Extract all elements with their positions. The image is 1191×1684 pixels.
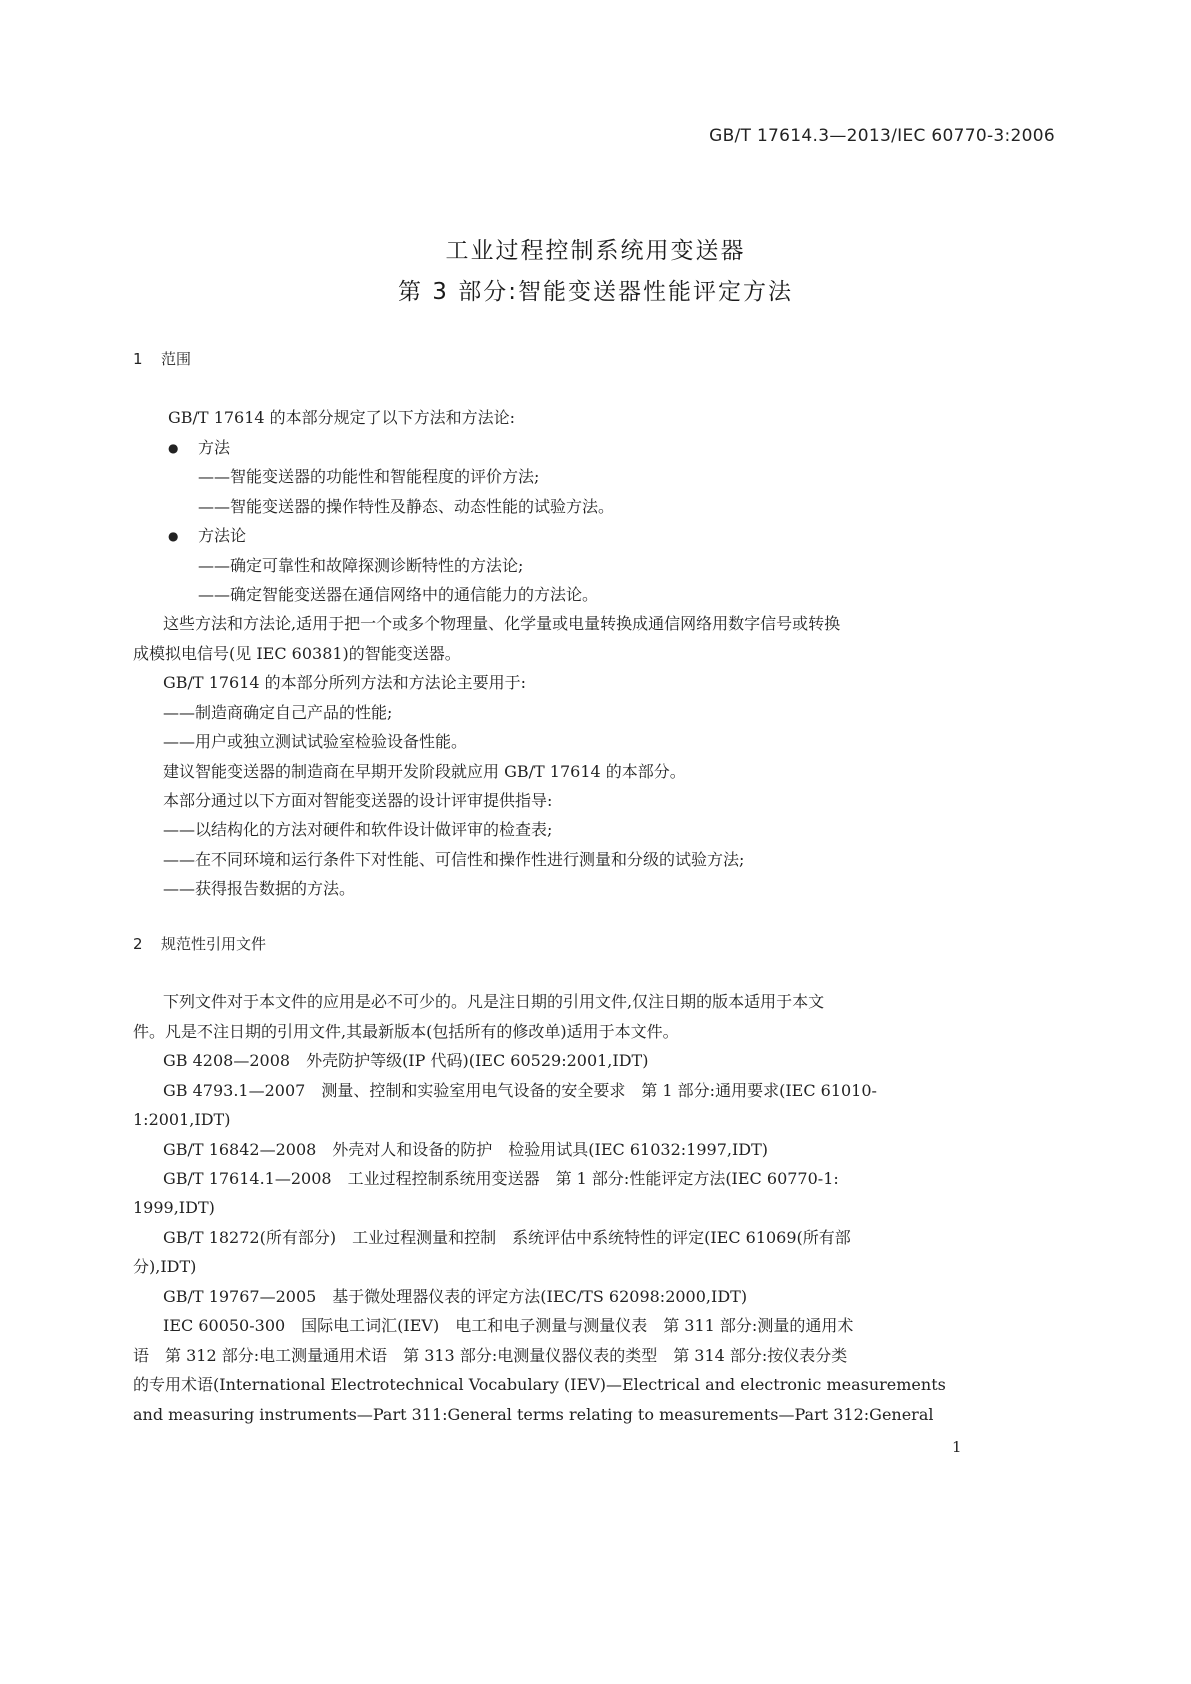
reference-entry: GB 4208—2008 外壳防护等级(IP 代码)(IEC 60529:2001,IDT) xyxy=(163,1051,649,1070)
reference-entry: IEC 60050-300 国际电工词汇(IEV) 电工和电子测量与测量仪表 第 311 部分:测量的通用术 xyxy=(163,1316,854,1335)
list-item: ——制造商确定自己产品的性能; xyxy=(163,703,393,722)
reference-entry: 分),IDT) xyxy=(133,1257,197,1276)
list-item: 方法论 xyxy=(198,526,247,545)
reference-entry: 语 第 312 部分:电工测量通用术语 第 313 部分:电测量仪器仪表的类型 第 314 部分:按仪表分类 xyxy=(133,1346,848,1365)
section-title: 范围 xyxy=(161,350,192,368)
list-item: ——智能变送器的功能性和智能程度的评价方法; xyxy=(198,467,540,486)
list-item: ——以结构化的方法对硬件和软件设计做评审的检查表; xyxy=(163,820,553,839)
section-number: 1 xyxy=(133,350,143,368)
bullet-icon: ● xyxy=(168,441,179,455)
list-item: ——确定可靠性和故障探测诊断特性的方法论; xyxy=(198,556,524,575)
list-item: ——用户或独立测试试验室检验设备性能。 xyxy=(163,732,468,751)
reference-entry: 的专用术语(International Electrotechnical Vocabulary (IEV)—Electrical and electronic measurements xyxy=(133,1375,946,1394)
page-number: 1 xyxy=(952,1438,962,1456)
section-title: 规范性引用文件 xyxy=(161,935,267,953)
paragraph-line: 成模拟电信号(见 IEC 60381)的智能变送器。 xyxy=(133,644,461,663)
document-title-line2: 第 3 部分:智能变送器性能评定方法 xyxy=(397,279,793,305)
reference-entry: GB/T 16842—2008 外壳对人和设备的防护 检验用试具(IEC 61032:1997,IDT) xyxy=(163,1140,769,1159)
paragraph-line: 件。凡是不注日期的引用文件,其最新版本(包括所有的修改单)适用于本文件。 xyxy=(133,1022,679,1041)
paragraph-line: 下列文件对于本文件的应用是必不可少的。凡是注日期的引用文件,仅注日期的版本适用于本文 xyxy=(163,992,825,1011)
paragraph-line: 本部分通过以下方面对智能变送器的设计评审提供指导: xyxy=(163,791,553,810)
paragraph-line: 建议智能变送器的制造商在早期开发阶段就应用 GB/T 17614 的本部分。 xyxy=(163,762,686,781)
section-number: 2 xyxy=(133,935,143,953)
document-title-line1: 工业过程控制系统用变送器 xyxy=(445,238,746,264)
list-item: ——在不同环境和运行条件下对性能、可信性和操作性进行测量和分级的试验方法; xyxy=(163,850,745,869)
standard-number: GB/T 17614.3—2013/IEC 60770-3:2006 xyxy=(709,126,1055,146)
reference-entry: 1:2001,IDT) xyxy=(133,1110,231,1129)
section-heading xyxy=(133,933,266,954)
section-heading xyxy=(133,348,191,369)
list-item: ——智能变送器的操作特性及静态、动态性能的试验方法。 xyxy=(198,497,615,516)
reference-entry: GB 4793.1—2007 测量、控制和实验室用电气设备的安全要求 第 1 部分:通用要求(IEC 61010- xyxy=(163,1081,877,1100)
list-item: 方法 xyxy=(198,438,231,457)
paragraph-line: 这些方法和方法论,适用于把一个或多个物理量、化学量或电量转换成通信网络用数字信号或转换 xyxy=(163,614,841,633)
paragraph-line: GB/T 17614 的本部分规定了以下方法和方法论: xyxy=(168,408,516,427)
list-item: ——确定智能变送器在通信网络中的通信能力的方法论。 xyxy=(198,585,599,604)
paragraph-line: GB/T 17614 的本部分所列方法和方法论主要用于: xyxy=(163,673,527,692)
bullet-icon: ● xyxy=(168,529,179,543)
list-item: ——获得报告数据的方法。 xyxy=(163,879,356,898)
reference-entry: 1999,IDT) xyxy=(133,1198,215,1217)
reference-entry: GB/T 17614.1—2008 工业过程控制系统用变送器 第 1 部分:性能评定方法(IEC 60770-1: xyxy=(163,1169,839,1188)
reference-entry: GB/T 18272(所有部分) 工业过程测量和控制 系统评估中系统特性的评定(IEC 61069(所有部 xyxy=(163,1228,851,1247)
reference-entry: and measuring instruments—Part 311:General terms relating to measurements—Part 312:General xyxy=(133,1405,934,1424)
reference-entry: GB/T 19767—2005 基于微处理器仪表的评定方法(IEC/TS 62098:2000,IDT) xyxy=(163,1287,748,1306)
